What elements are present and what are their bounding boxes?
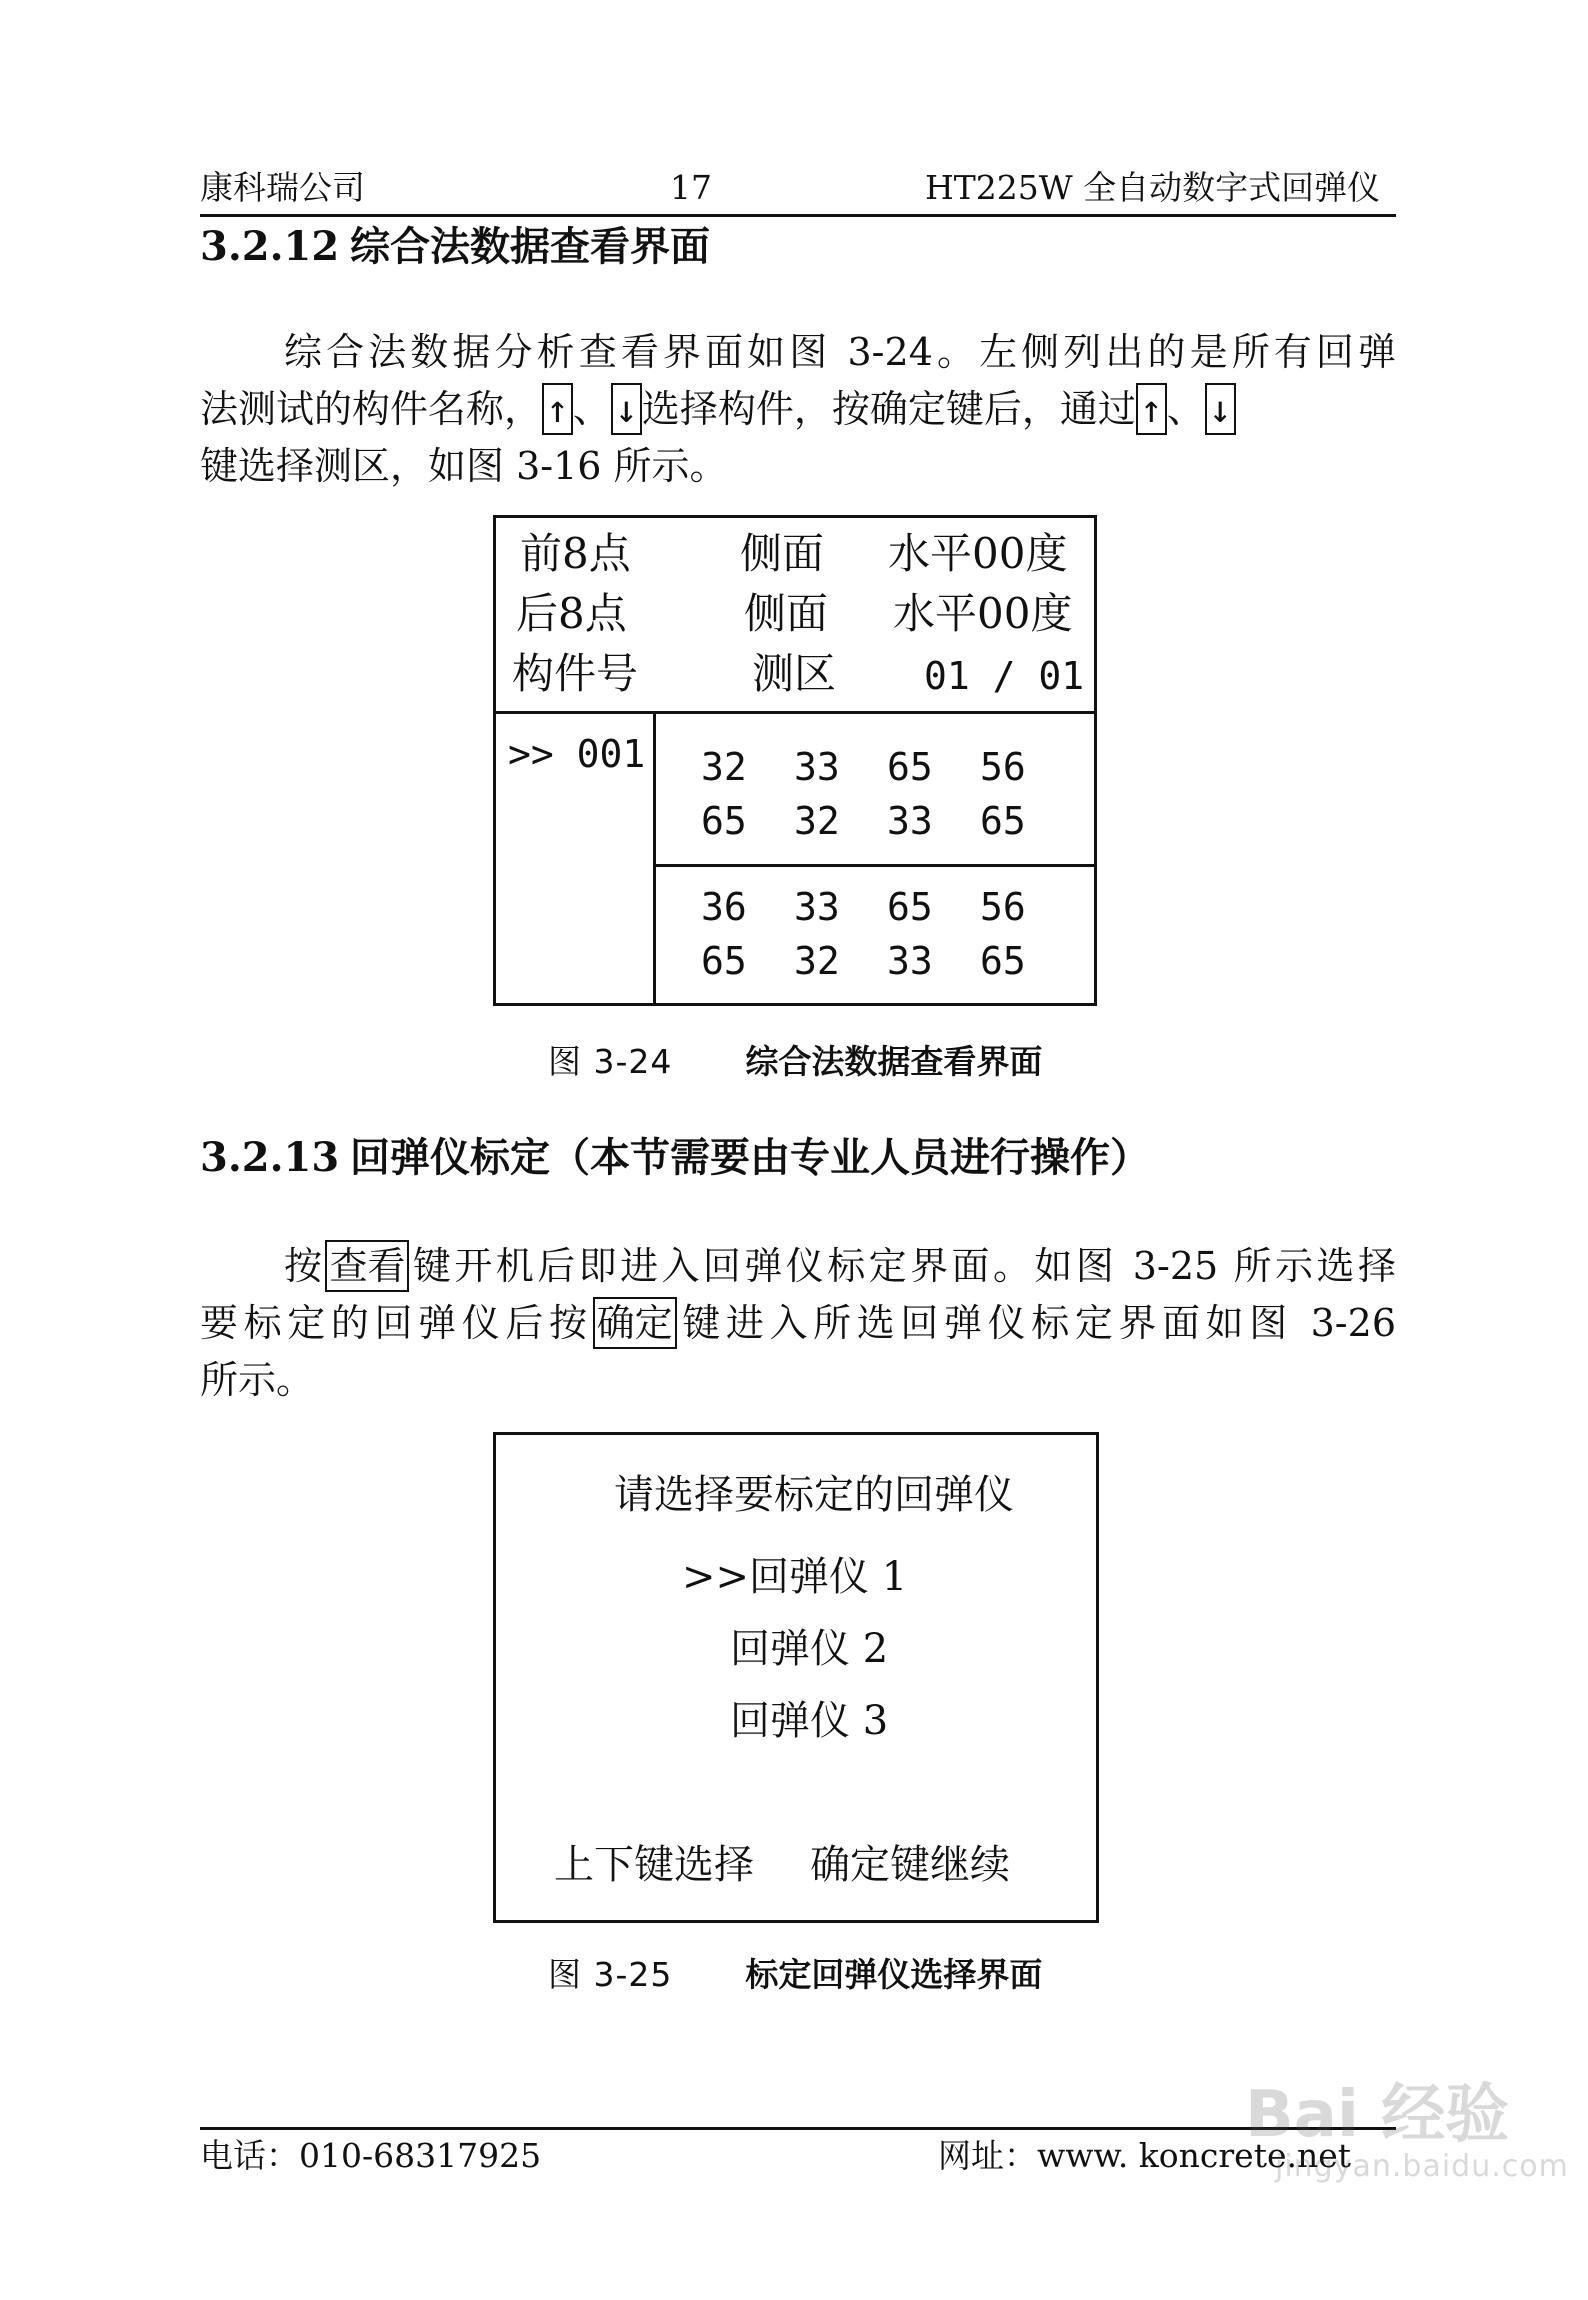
reading-value: 33 — [794, 885, 840, 929]
header-company: 康科瑞公司 — [200, 168, 365, 207]
header-product: HT225W 全自动数字式回弹仪 — [925, 168, 1381, 207]
rear-face-label: 侧面 — [744, 589, 829, 638]
figure-3-24-screen — [493, 515, 1097, 1006]
reading-value: 65 — [701, 799, 747, 843]
reading-value: 65 — [887, 745, 933, 789]
caption-text: 标定回弹仪选择界面 — [745, 1955, 1043, 1994]
up-arrow-key-icon: ↑ — [1136, 383, 1167, 435]
figure-3-25-screen — [493, 1432, 1099, 1923]
selected-member-item: >> 001 — [508, 732, 646, 776]
reading-value: 65 — [887, 885, 933, 929]
down-arrow-key-icon: ↓ — [1205, 383, 1236, 435]
footer-website: 网址：www. koncrete.net — [938, 2136, 1352, 2175]
reading-value: 33 — [887, 799, 933, 843]
paragraph-line — [200, 381, 1396, 438]
caption-figure-number: 图 3-24 — [548, 1042, 673, 1081]
down-arrow-key-icon: ↓ — [611, 383, 642, 435]
reading-row — [701, 740, 1073, 794]
paragraph-line — [200, 1295, 1396, 1352]
rear-angle-label: 水平00度 — [893, 589, 1073, 638]
reading-value: 32 — [701, 745, 747, 789]
paragraph-text: 要标定的回弹仪后按 — [200, 1301, 593, 1345]
reading-row — [701, 934, 1073, 988]
footer-phone: 电话：010-68317925 — [200, 2136, 542, 2175]
watermark-url: jingyan.baidu.com — [1275, 2149, 1569, 2184]
up-arrow-key-icon: ↑ — [542, 383, 573, 435]
reading-value: 33 — [887, 939, 933, 983]
paragraph-3-2-13 — [200, 1238, 1396, 1409]
divider — [653, 711, 656, 1003]
separator: 、 — [1166, 387, 1205, 431]
reading-value: 65 — [980, 939, 1026, 983]
reading-value: 65 — [980, 799, 1026, 843]
reading-row — [701, 794, 1073, 848]
paragraph-3-2-12 — [200, 324, 1396, 495]
reading-value: 32 — [794, 799, 840, 843]
front-face-label: 侧面 — [740, 529, 825, 578]
figure-3-25-caption — [548, 1955, 1042, 1995]
paragraph-text: 键开机后即进入回弹仪标定界面。如图 3-25 所示选择 — [409, 1244, 1396, 1288]
caption-figure-number: 图 3-25 — [548, 1955, 673, 1994]
caption-text: 综合法数据查看界面 — [745, 1042, 1043, 1081]
ok-key-label: 确定 — [593, 1297, 677, 1349]
hammer-option-2: 回弹仪 2 — [730, 1626, 889, 1672]
paragraph-line — [200, 1238, 1396, 1295]
paragraph-text: 按 — [284, 1244, 326, 1288]
zone-label: 测区 — [752, 649, 837, 698]
section-number: 3.2.13 — [200, 1134, 340, 1181]
hint-select: 上下键选择 — [554, 1842, 754, 1888]
reading-value: 36 — [701, 885, 747, 929]
reading-value: 56 — [980, 745, 1026, 789]
reading-value: 32 — [794, 939, 840, 983]
hammer-option-1: >>回弹仪 1 — [682, 1554, 908, 1600]
figure-3-24-caption — [548, 1042, 1042, 1082]
divider — [496, 711, 1094, 714]
footer-rule — [200, 2127, 1396, 2130]
header-page-number: 17 — [670, 168, 712, 207]
section-title: 回弹仪标定（本节需要由专业人员进行操作） — [350, 1134, 1150, 1181]
front-8-label: 前8点 — [520, 529, 631, 578]
rear-8-label: 后8点 — [516, 589, 627, 638]
divider — [653, 864, 1094, 867]
separator: 、 — [572, 387, 611, 431]
hammer-option-3: 回弹仪 3 — [730, 1698, 889, 1744]
section-heading-3-2-12 — [200, 222, 710, 272]
hint-continue: 确定键继续 — [810, 1842, 1010, 1888]
paragraph-text: 选择构件，按确定键后，通过 — [641, 387, 1136, 431]
baidu-jingyan-watermark — [1245, 2080, 1569, 2184]
paragraph-line: 综合法数据分析查看界面如图 3-24。左侧列出的是所有回弹 — [284, 330, 1396, 374]
zone-value: 01 / 01 — [924, 654, 1085, 698]
paragraph-text: 键进入所选回弹仪标定界面如图 3-26 — [676, 1301, 1396, 1345]
section-number: 3.2.12 — [200, 223, 340, 270]
reading-value: 33 — [794, 745, 840, 789]
paragraph-line: 键选择测区，如图 3-16 所示。 — [200, 444, 728, 488]
reading-block-1 — [701, 740, 1073, 848]
header-rule — [200, 214, 1396, 217]
reading-row — [701, 880, 1073, 934]
view-key-label: 查看 — [325, 1240, 409, 1292]
front-angle-label: 水平00度 — [888, 529, 1068, 578]
member-number-label: 构件号 — [512, 649, 639, 698]
paragraph-text: 法测试的构件名称， — [200, 387, 543, 431]
section-heading-3-2-13 — [200, 1133, 1150, 1183]
paragraph-line: 所示。 — [200, 1358, 315, 1402]
reading-block-2 — [701, 880, 1073, 988]
section-title: 综合法数据查看界面 — [350, 223, 710, 270]
calibration-prompt: 请选择要标定的回弹仪 — [614, 1472, 1014, 1518]
reading-value: 56 — [980, 885, 1026, 929]
watermark-brand: Bai 经验 — [1245, 2078, 1510, 2152]
reading-value: 65 — [701, 939, 747, 983]
